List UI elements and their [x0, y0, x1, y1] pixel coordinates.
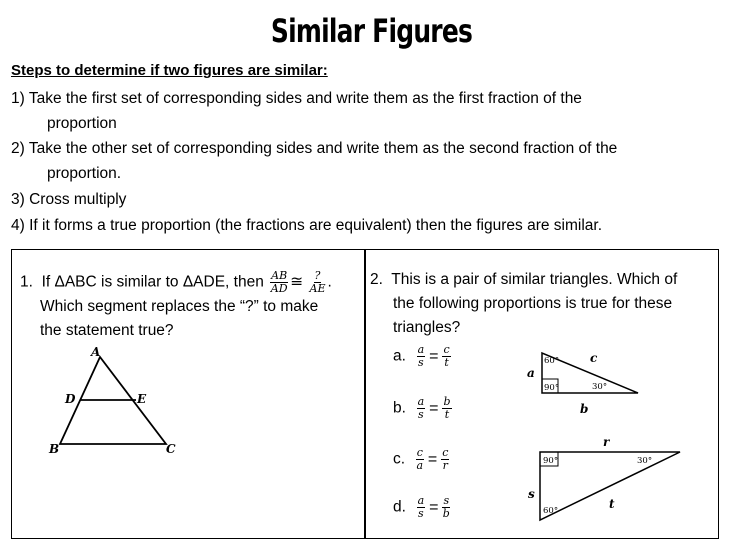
small-triangle-figure [520, 345, 645, 420]
side-t: t [609, 497, 615, 511]
triangle-abc-figure [40, 340, 200, 460]
side-a: a [527, 366, 535, 380]
option-fraction-left [416, 447, 424, 472]
fraction-denominator: t [444, 408, 450, 421]
fraction-denominator: s [418, 507, 424, 520]
angle-60: 60° [544, 356, 560, 366]
side-c: c [590, 351, 598, 365]
fraction-denominator: b [442, 507, 450, 520]
fraction-denominator: r [442, 459, 448, 472]
option-letter: b. [393, 399, 406, 417]
fraction-denominator: AE [309, 282, 326, 295]
label-c: C [166, 442, 176, 456]
option-fraction-right [442, 396, 451, 421]
option-d[interactable] [393, 495, 452, 520]
fraction-denominator: s [418, 408, 424, 421]
step-text: If it forms a true proportion (the fractions are equivalent) then the figures are similar. [29, 217, 603, 234]
step-2 [11, 136, 617, 186]
side-s: s [528, 487, 535, 501]
equals-sign: = [429, 498, 439, 516]
column-divider [364, 249, 366, 539]
option-letter: a. [393, 347, 406, 365]
question-text: This is a pair of similar triangles. Which of [391, 271, 678, 288]
step-4 [11, 213, 602, 238]
equals-sign: = [427, 450, 438, 468]
angle-90: 90° [543, 456, 559, 466]
congruent-symbol: ≅ [290, 273, 304, 291]
question-2-line1 [370, 268, 715, 292]
steps-heading: Steps to determine if two figures are similar: [11, 62, 328, 79]
fraction-numerator: s [443, 494, 450, 507]
question-1 [20, 270, 360, 343]
fraction-numerator: a [417, 494, 425, 507]
step-number: 1) [11, 90, 25, 107]
page-title: Similar Figures [270, 12, 473, 50]
option-b[interactable] [393, 396, 454, 421]
question-2 [370, 268, 715, 340]
step-number: 3) [11, 191, 25, 208]
question-text: If ΔABC is similar to ΔADE, then [41, 273, 264, 291]
fraction-denominator: t [444, 356, 449, 369]
equals-sign: = [429, 399, 439, 417]
side-b: b [580, 402, 589, 416]
equals-sign: = [429, 347, 439, 365]
question-2-line3: triangles? [393, 319, 461, 336]
step-3 [11, 187, 126, 212]
option-fraction-left [417, 344, 426, 369]
fraction-denominator: AD [270, 282, 288, 295]
question-number: 2. [370, 271, 383, 288]
option-fraction-left [417, 396, 426, 421]
option-c[interactable] [393, 447, 451, 472]
fraction-numerator: b [443, 395, 451, 408]
label-e: E [137, 392, 147, 406]
angle-30: 30° [637, 456, 653, 466]
fraction-numerator: c [443, 343, 450, 356]
period: . [327, 273, 332, 291]
large-triangle-figure [520, 432, 688, 527]
step-text-continued: proportion. [47, 165, 122, 182]
question-number: 1. [20, 273, 33, 291]
fraction-numerator: a [417, 343, 425, 356]
step-1 [11, 86, 582, 136]
fraction-ab-ad [270, 270, 288, 295]
option-a[interactable] [393, 344, 453, 369]
fraction-unknown-ae [310, 270, 326, 295]
fraction-numerator: AB [271, 269, 288, 282]
angle-30: 30° [592, 382, 608, 392]
step-text: Cross multiply [29, 191, 127, 208]
option-letter: d. [393, 498, 406, 516]
label-b: B [49, 442, 60, 456]
fraction-numerator: c [416, 446, 423, 459]
question-2-line2: the following proportions is true for these [393, 295, 673, 312]
step-number: 2) [11, 140, 25, 157]
option-letter: c. [393, 450, 406, 468]
step-number: 4) [11, 217, 25, 234]
option-fraction-right [442, 495, 450, 520]
question-1-line2: Which segment replaces the “?” to make [40, 298, 319, 315]
option-fraction-right [442, 344, 450, 369]
option-fraction-left [417, 495, 426, 520]
option-fraction-right [441, 447, 449, 472]
angle-90: 90° [544, 383, 560, 393]
label-d: D [65, 392, 76, 406]
fraction-denominator: s [418, 356, 424, 369]
angle-60: 60° [543, 506, 559, 516]
question-1-line1 [20, 270, 360, 295]
question-1-line3: the statement true? [40, 322, 174, 339]
step-text: Take the other set of corresponding sides and write them as the second fraction of the [28, 140, 618, 157]
fraction-denominator: a [416, 459, 424, 472]
step-text-continued: proportion [47, 115, 117, 132]
label-a: A [91, 345, 101, 359]
fraction-numerator: c [442, 446, 449, 459]
fraction-numerator: ? [314, 269, 321, 282]
side-r: r [603, 435, 610, 449]
fraction-numerator: a [417, 395, 425, 408]
step-text: Take the first set of corresponding sides and write them as the first fraction of the [28, 90, 582, 107]
